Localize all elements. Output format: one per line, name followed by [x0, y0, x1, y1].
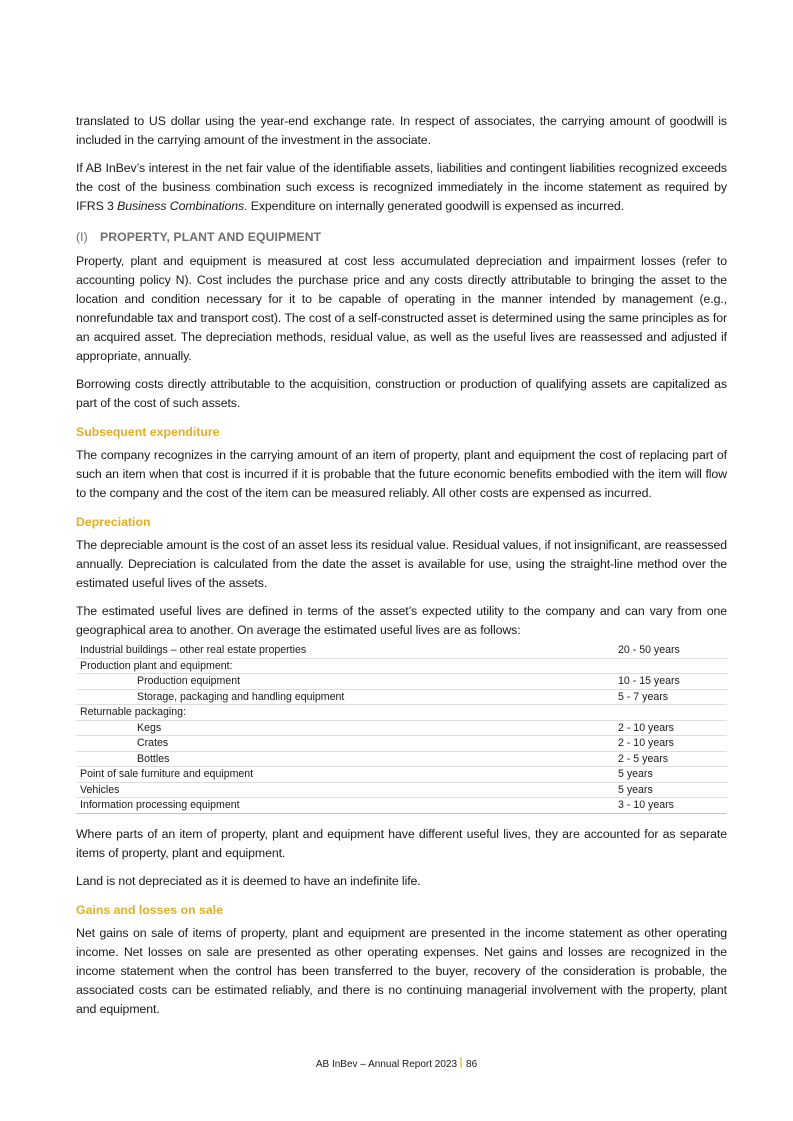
text-run: If AB InBev’s interest in the net fair value of the identifiable assets, liabilities and contingent liabilities recognized exceeds the cost of the business combination such excess is recognized immediately in the income statement as required by IFRS 3 [76, 161, 727, 213]
table-row [76, 705, 727, 721]
paragraph-useful-lives-intro: The estimated useful lives are defined in terms of the asset’s expected utility to the company and can vary from one geographical area to another. On average the estimated useful lives are as follows: [76, 604, 727, 637]
text-run: . Expenditure on internally generated goodwill is expensed as incurred. [244, 199, 624, 213]
subheading-gains-losses: Gains and losses on sale [76, 902, 223, 917]
asset-label: Bottles [76, 751, 618, 767]
paragraph-negative-goodwill [76, 159, 727, 216]
table-row [76, 736, 727, 752]
subheading-subsequent-expenditure: Subsequent expenditure [76, 425, 220, 439]
asset-label: Crates [76, 736, 618, 752]
asset-label: Industrial buildings – other real estate properties [76, 643, 618, 658]
useful-life-value: 10 - 15 years [618, 674, 727, 690]
useful-life-value [618, 705, 727, 721]
table-row [76, 751, 727, 767]
useful-life-value: 5 - 7 years [618, 689, 727, 705]
page-footer [0, 1057, 793, 1070]
page-number: 86 [466, 1059, 478, 1070]
useful-life-value: 2 - 10 years [618, 720, 727, 736]
asset-label: Production plant and equipment: [76, 658, 618, 674]
asset-label: Production equipment [76, 674, 618, 690]
useful-life-value: 20 - 50 years [618, 643, 727, 658]
paragraph-land: Land is not depreciated as it is deemed to have an indefinite life. [76, 873, 421, 888]
table-row [76, 658, 727, 674]
paragraph-borrowing-costs: Borrowing costs directly attributable to the acquisition, construction or production of qualifying assets are capitalized as part of the cost of such assets. [76, 377, 727, 410]
paragraph-goodwill-translation: translated to US dollar using the year-end exchange rate. In respect of associates, the carrying amount of goodwill is included in the carrying amount of the investment in the associate. [76, 114, 727, 147]
document-page [76, 112, 727, 1028]
table-row [76, 767, 727, 783]
asset-label: Vehicles [76, 782, 618, 798]
useful-life-value: 2 - 10 years [618, 736, 727, 752]
table-row [76, 643, 727, 658]
footer-report-title: AB InBev – Annual Report 2023 [315, 1059, 458, 1070]
table-row [76, 798, 727, 814]
section-title: PROPERTY, PLANT AND EQUIPMENT [100, 230, 322, 244]
useful-life-value: 2 - 5 years [618, 751, 727, 767]
asset-label: Point of sale furniture and equipment [76, 767, 618, 783]
subheading-depreciation: Depreciation [76, 515, 151, 529]
asset-label: Information processing equipment [76, 798, 618, 814]
useful-lives-table [76, 643, 727, 814]
useful-life-value: 5 years [618, 782, 727, 798]
footer-separator [460, 1057, 462, 1068]
paragraph-subsequent-expenditure: The company recognizes in the carrying amount of an item of property, plant and equipment the cost of replacing part of such an item when that cost is incurred if it is probable that the future economic benefits embodied with the item will flow to the company and the cost of the item can be measured reliably. All other costs are expensed as incurred. [76, 448, 727, 500]
section-heading-ppe [76, 230, 727, 244]
useful-life-value [618, 658, 727, 674]
table-row [76, 782, 727, 798]
useful-life-value: 3 - 10 years [618, 798, 727, 814]
paragraph-gains-losses: Net gains on sale of items of property, plant and equipment are presented in the income statement as other operating income. Net losses on sale are presented as other operating expenses. Net gains and losses are recognized in the income statement when the control has been transferred to the buyer, recovery of the consideration is probable, the associated costs can be estimated reliably, and there is no continuing managerial involvement with the property, plant and equipment. [76, 925, 727, 1016]
paragraph-depreciable-amount: The depreciable amount is the cost of an asset less its residual value. Residual values, if not insignificant, are reassessed annually. Depreciation is calculated from the date the asset is available for use, using the straight-line method over the estimated useful lives of the assets. [76, 538, 727, 590]
italic-reference: Business Combinations [117, 199, 245, 213]
paragraph-separate-components: Where parts of an item of property, plant and equipment have different useful lives, they are accounted for as separate items of property, plant and equipment. [76, 826, 727, 860]
section-number: (I) [76, 230, 88, 244]
asset-label: Storage, packaging and handling equipment [76, 689, 618, 705]
table-row [76, 720, 727, 736]
useful-life-value: 5 years [618, 767, 727, 783]
asset-label: Kegs [76, 720, 618, 736]
asset-label: Returnable packaging: [76, 705, 618, 721]
table-row [76, 689, 727, 705]
table-row [76, 674, 727, 690]
paragraph-ppe-measurement: Property, plant and equipment is measured at cost less accumulated depreciation and impairment losses (refer to accounting policy N). Cost includes the purchase price and any costs directly attributable to bringing the asset to the location and condition necessary for it to be capable of operating in the manner intended by management (e.g., nonrefundable tax and transport cost). The cost of a self-constructed asset is determined using the same principles as for an acquired asset. The depreciation methods, residual value, as well as the useful lives are reassessed and adjusted if appropriate, annually. [76, 254, 727, 363]
